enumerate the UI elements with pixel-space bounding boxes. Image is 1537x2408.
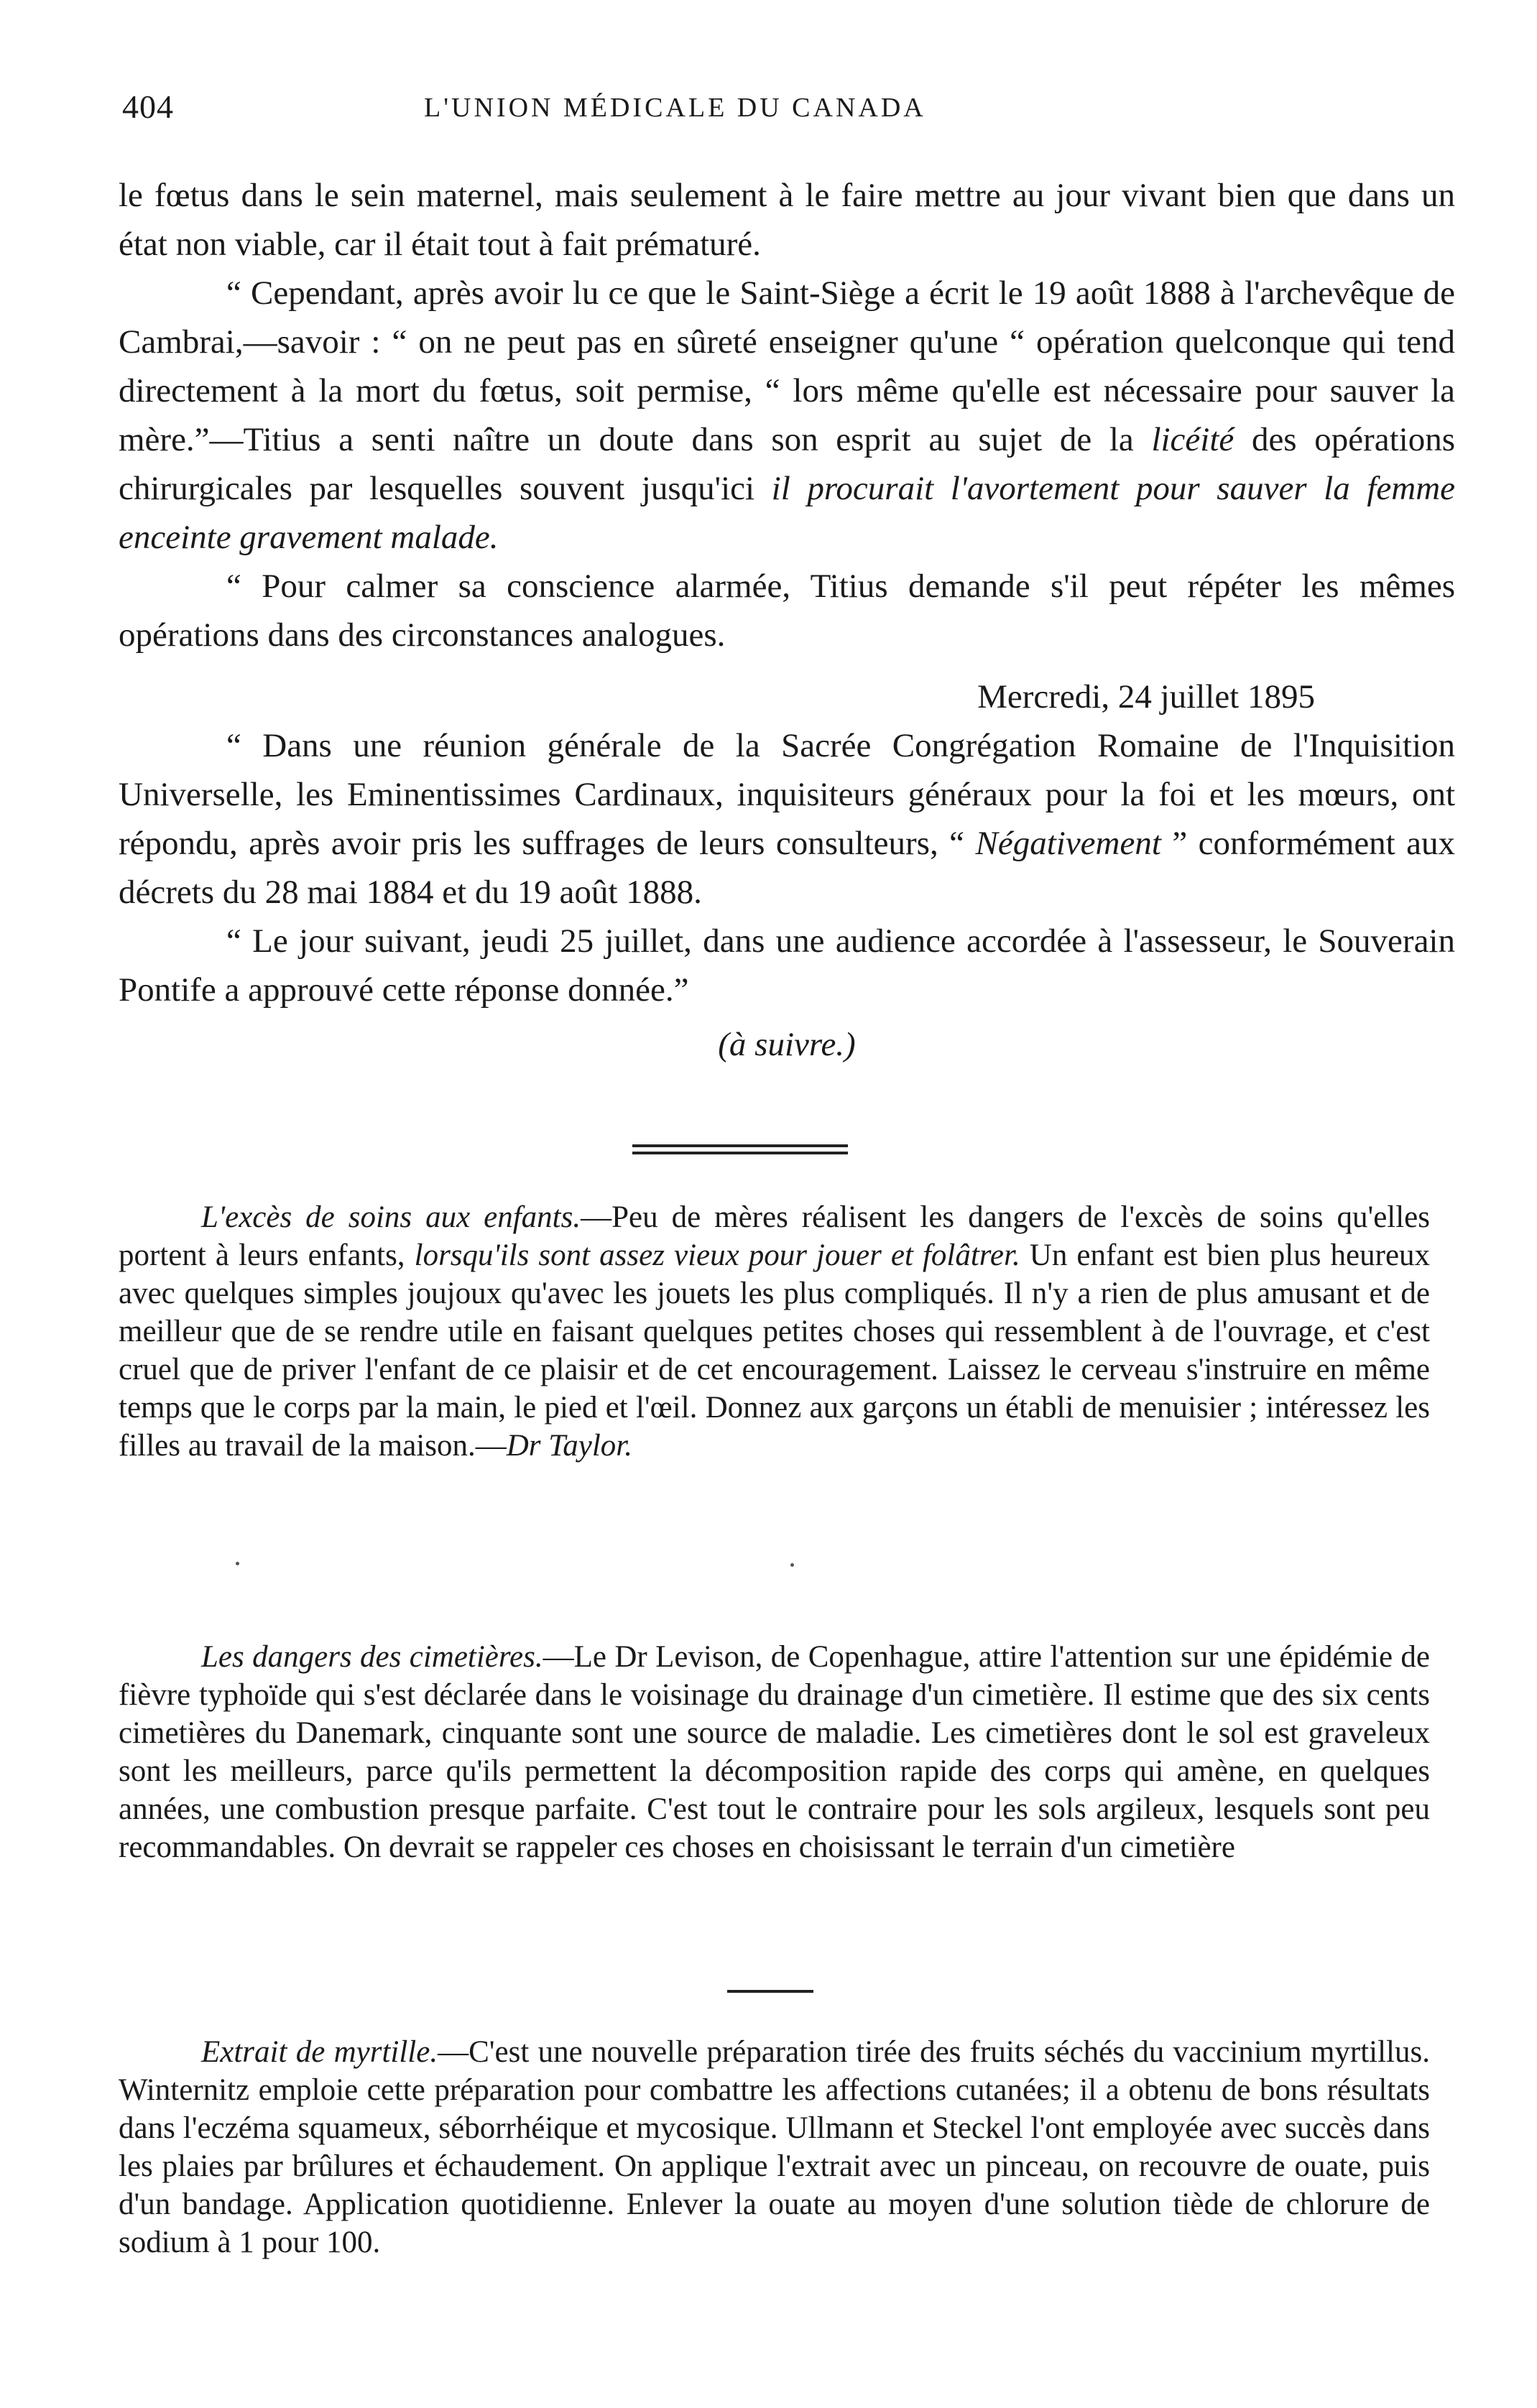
section-divider: [632, 1144, 848, 1154]
divider-dot: [236, 1562, 239, 1565]
paragraph-text: “ Dans une réunion générale de la Sacrée Congrégation Romaine de l'Inquisition Universelle, les Eminentissimes Cardinaux, inquisiteurs généraux pour la foi et les mœurs, ont répondu, après avoir pris les suffrages de leurs consulteurs,: [119, 727, 1455, 862]
article-cemeteries: [119, 1638, 1430, 1866]
paragraph: le fœtus dans le sein maternel, mais seulement à le faire mettre au jour vivant bien que dans un état non viable, car il était tout à fait prématuré.: [119, 177, 1455, 263]
article-title: Les dangers des cimetières.: [201, 1640, 543, 1674]
article-title: L'excès de soins aux enfants.: [201, 1200, 581, 1234]
article-body: —Le Dr Levison, de Copenhague, attire l'attention sur une épidémie de fièvre typhoïde qui s'est déclarée dans le voisinage du drainage d'un cimetière. Il estime que des six cents cimetières du Danemark, cinquante sont une source de maladie. Les cimetières dont le sol est graveleux sont les meilleurs, parce qu'ils permettent la décomposition rapide des corps qui amène, en quelques années, une combustion presque parfaite. C'est tout le contraire pour les sols argileux, lesquels sont peu recommandables. On devrait se rappeler ces choses en choisissant le terrain d'un cimetière: [119, 1640, 1430, 1864]
article-signature: Dr Taylor.: [506, 1429, 632, 1463]
divider-dot: [790, 1563, 794, 1567]
date-line: Mercredi, 24 juillet 1895: [977, 678, 1315, 716]
continued-article: [119, 171, 1455, 1069]
article-myrtille: [119, 2033, 1430, 2261]
to-follow-note: (à suivre.): [718, 1026, 856, 1063]
paragraph-text: des opérations chirurgicales par lesquelles souvent jusqu'ici: [119, 421, 1456, 507]
article-body: Un enfant est bien plus heureux avec quelques simples joujoux qu'avec les jouets les plus compliqués. Il n'y a rien de plus amusant et de meilleur que de se rendre utile en faisant quelques petites choses qui ressemblent à de l'ouvrage, et c'est cruel que de priver l'enfant de ce plaisir et de cet encouragement. Laissez le cerveau s'instruire en même temps que le corps par la main, le pied et l'œil. Donnez aux garçons un établi de menuisier ; intéressez les filles au travail de la maison.—: [119, 1238, 1431, 1463]
paragraph: [119, 721, 1455, 917]
paragraph: [119, 269, 1455, 562]
quote-mark: “: [949, 825, 965, 862]
section-divider: [727, 1990, 813, 1993]
italic-text: licéité: [1151, 421, 1234, 458]
paragraph: “ Le jour suivant, jeudi 25 juillet, dans une audience accordée à l'assesseur, le Souverain Pontife a approuvé cette réponse donnée.”: [119, 922, 1455, 1009]
article-body: —C'est une nouvelle préparation tirée des fruits séchés du vaccinium myrtillus. Winternitz emploie cette préparation pour combattre les affections cutanées; il a obtenu de bons résultats dans l'eczéma squameux, séborrhéique et mycosique. Ullmann et Steckel l'ont employée avec succès dans les plaies par brûlures et échaudement. On applique l'extrait avec un pinceau, on recouvre de ouate, puis d'un bandage. Application quotidienne. Enlever la ouate au moyen d'une solution tiède de chlorure de sodium à 1 pour 100.: [119, 2035, 1430, 2259]
page-number: 404: [122, 88, 174, 125]
paragraph-text: “ Cependant, après avoir lu ce que le Saint-Siège a écrit le 19 août 1888 à l'archevêque de Cambrai,—savoir : “ on ne peut pas en sûreté enseigner qu'une “ opération quelconque qui tend directement à la mort du fœtus, soit permise, “ lors même qu'elle est nécessaire pour sauver la mère.”—Titius a senti naître un doute dans son esprit au sujet de la: [119, 274, 1455, 458]
italic-text: lorsqu'ils sont assez vieux pour jouer et folâtrer.: [414, 1238, 1020, 1272]
article-body: —Peu de mères réalisent les dangers de l'excès de soins qu'elles portent à leurs enfants,: [119, 1200, 1430, 1272]
page-header: [122, 88, 1444, 131]
italic-text: Négativement: [975, 825, 1161, 862]
divider-line: [632, 1144, 848, 1147]
italic-text: il procurait l'avortement pour sauver la femme enceinte gravement malade.: [119, 470, 1455, 556]
article-excess-care: [119, 1198, 1430, 1465]
journal-title: L'UNION MÉDICALE DU CANADA: [424, 93, 926, 123]
paragraph-text: ” conformément aux décrets du 28 mai 1884 et du 19 août 1888.: [119, 825, 1456, 911]
article-title: Extrait de myrtille.: [201, 2035, 438, 2069]
divider-line: [632, 1152, 848, 1154]
paragraph: “ Pour calmer sa conscience alarmée, Titius demande s'il peut répéter les mêmes opérations dans des circonstances analogues.: [119, 568, 1455, 654]
